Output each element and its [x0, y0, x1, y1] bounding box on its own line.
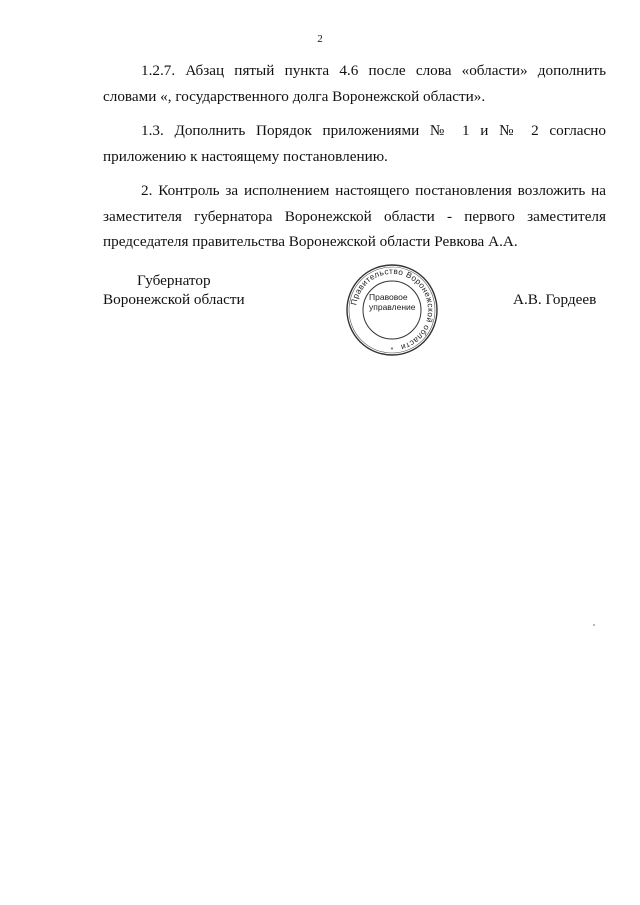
stamp-ring-text: Правительство Воронежской области	[349, 266, 436, 352]
signatory-region: Воронежской области	[103, 291, 245, 308]
document-body	[103, 58, 606, 255]
signatory-position: Губернатор	[137, 272, 211, 289]
stamp-inner-text	[366, 292, 416, 326]
scan-speck	[593, 624, 595, 626]
paragraph-2: 2. Контроль за исполнением настоящего постановления возложить на заместителя губернатора Воронежской области - первого заместителя председателя правительства Воронежской области Ревкова А.А.	[103, 182, 606, 250]
page-number: 2	[317, 33, 323, 45]
stamp-inner-line-1: Правовое	[369, 292, 408, 302]
signatory-name: А.В. Гордеев	[513, 291, 597, 308]
stamp-inner-line-2: управление	[369, 302, 416, 312]
signatory-title	[103, 271, 273, 309]
paragraph-1-3: 1.3. Дополнить Порядок приложениями № 1 и № 2 согласно приложению к настоящему постановлению.	[103, 122, 606, 165]
paragraph-1-2-7: 1.2.7. Абзац пятый пункта 4.6 после слова «области» дополнить словами «, государственного долга Воронежской области».	[103, 62, 606, 105]
official-stamp	[344, 262, 440, 358]
stamp-star: *	[390, 347, 394, 354]
